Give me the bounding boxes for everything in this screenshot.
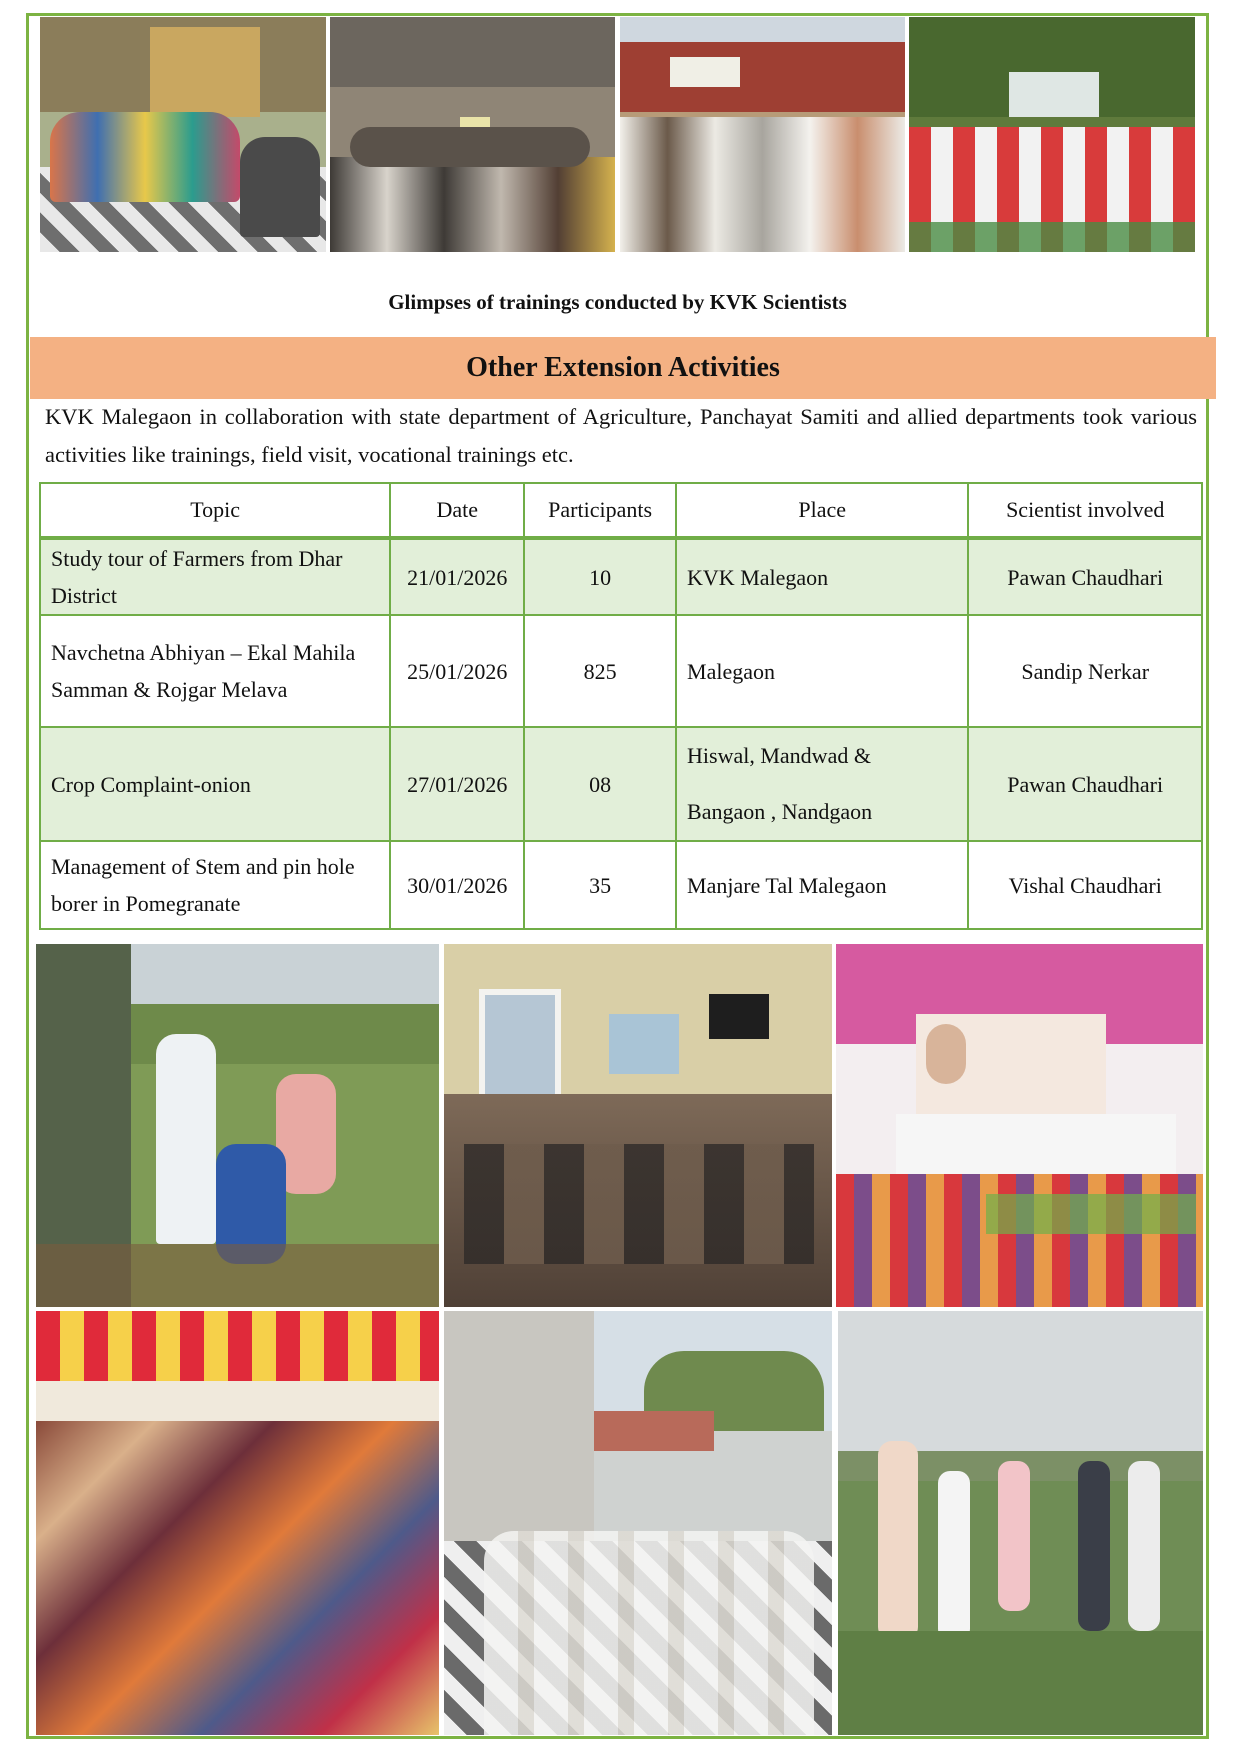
cell-place: KVK Malegaon: [676, 538, 968, 615]
stage-event-photo: [836, 944, 1203, 1307]
training-photo-1: [40, 17, 326, 252]
cell-participants: 825: [524, 615, 676, 727]
header-participants: Participants: [524, 483, 676, 538]
cell-place-line: Bangaon , Nandgaon: [687, 799, 873, 824]
section-header: [30, 337, 1216, 399]
table-header-row: [40, 483, 1202, 538]
table-row: [40, 841, 1202, 929]
activities-table: [39, 482, 1203, 930]
cell-participants: 10: [524, 538, 676, 615]
intro-paragraph: KVK Malegaon in collaboration with state department of Agriculture, Panchayat Samiti and allied departments took various activities like trainings, field visit, vocational trainings etc.: [45, 404, 1197, 467]
table-row: [40, 538, 1202, 615]
cell-topic: Crop Complaint-onion: [40, 727, 390, 841]
training-photo-2: [330, 17, 615, 252]
onion-field-photo: [838, 1311, 1203, 1735]
cell-place: [676, 727, 968, 841]
section-title: Other Extension Activities: [466, 352, 780, 383]
header-place: Place: [676, 483, 968, 538]
cell-date: 27/01/2026: [390, 727, 524, 841]
cell-scientist: Vishal Chaudhari: [968, 841, 1202, 929]
cell-date: 25/01/2026: [390, 615, 524, 727]
header-date: Date: [390, 483, 524, 538]
table-row: [40, 615, 1202, 727]
photo-caption: Glimpses of trainings conducted by KVK Scientists: [388, 290, 847, 314]
cell-place-line: Hiswal, Mandwad &: [687, 743, 871, 768]
field-visit-photo: [36, 944, 439, 1307]
cell-date: 21/01/2026: [390, 538, 524, 615]
cell-place: Manjare Tal Malegaon: [676, 841, 968, 929]
cell-scientist: Pawan Chaudhari: [968, 538, 1202, 615]
header-scientist: Scientist involved: [968, 483, 1202, 538]
cell-topic: Navchetna Abhiyan – Ekal Mahila Samman & Rojgar Melava: [40, 615, 390, 727]
courtyard-meeting-photo: [444, 1311, 832, 1735]
training-photo-3: [620, 17, 905, 252]
cell-participants: 08: [524, 727, 676, 841]
cell-topic: Study tour of Farmers from Dhar District: [40, 538, 390, 615]
table-row: [40, 727, 1202, 841]
meeting-room-photo: [444, 944, 832, 1307]
cell-place: Malegaon: [676, 615, 968, 727]
training-photo-4: [909, 17, 1195, 252]
header-topic: Topic: [40, 483, 390, 538]
cell-participants: 35: [524, 841, 676, 929]
cell-scientist: Pawan Chaudhari: [968, 727, 1202, 841]
cell-topic: Management of Stem and pin hole borer in Pomegranate: [40, 841, 390, 929]
cell-date: 30/01/2026: [390, 841, 524, 929]
cell-scientist: Sandip Nerkar: [968, 615, 1202, 727]
crowd-event-photo: [36, 1311, 439, 1735]
